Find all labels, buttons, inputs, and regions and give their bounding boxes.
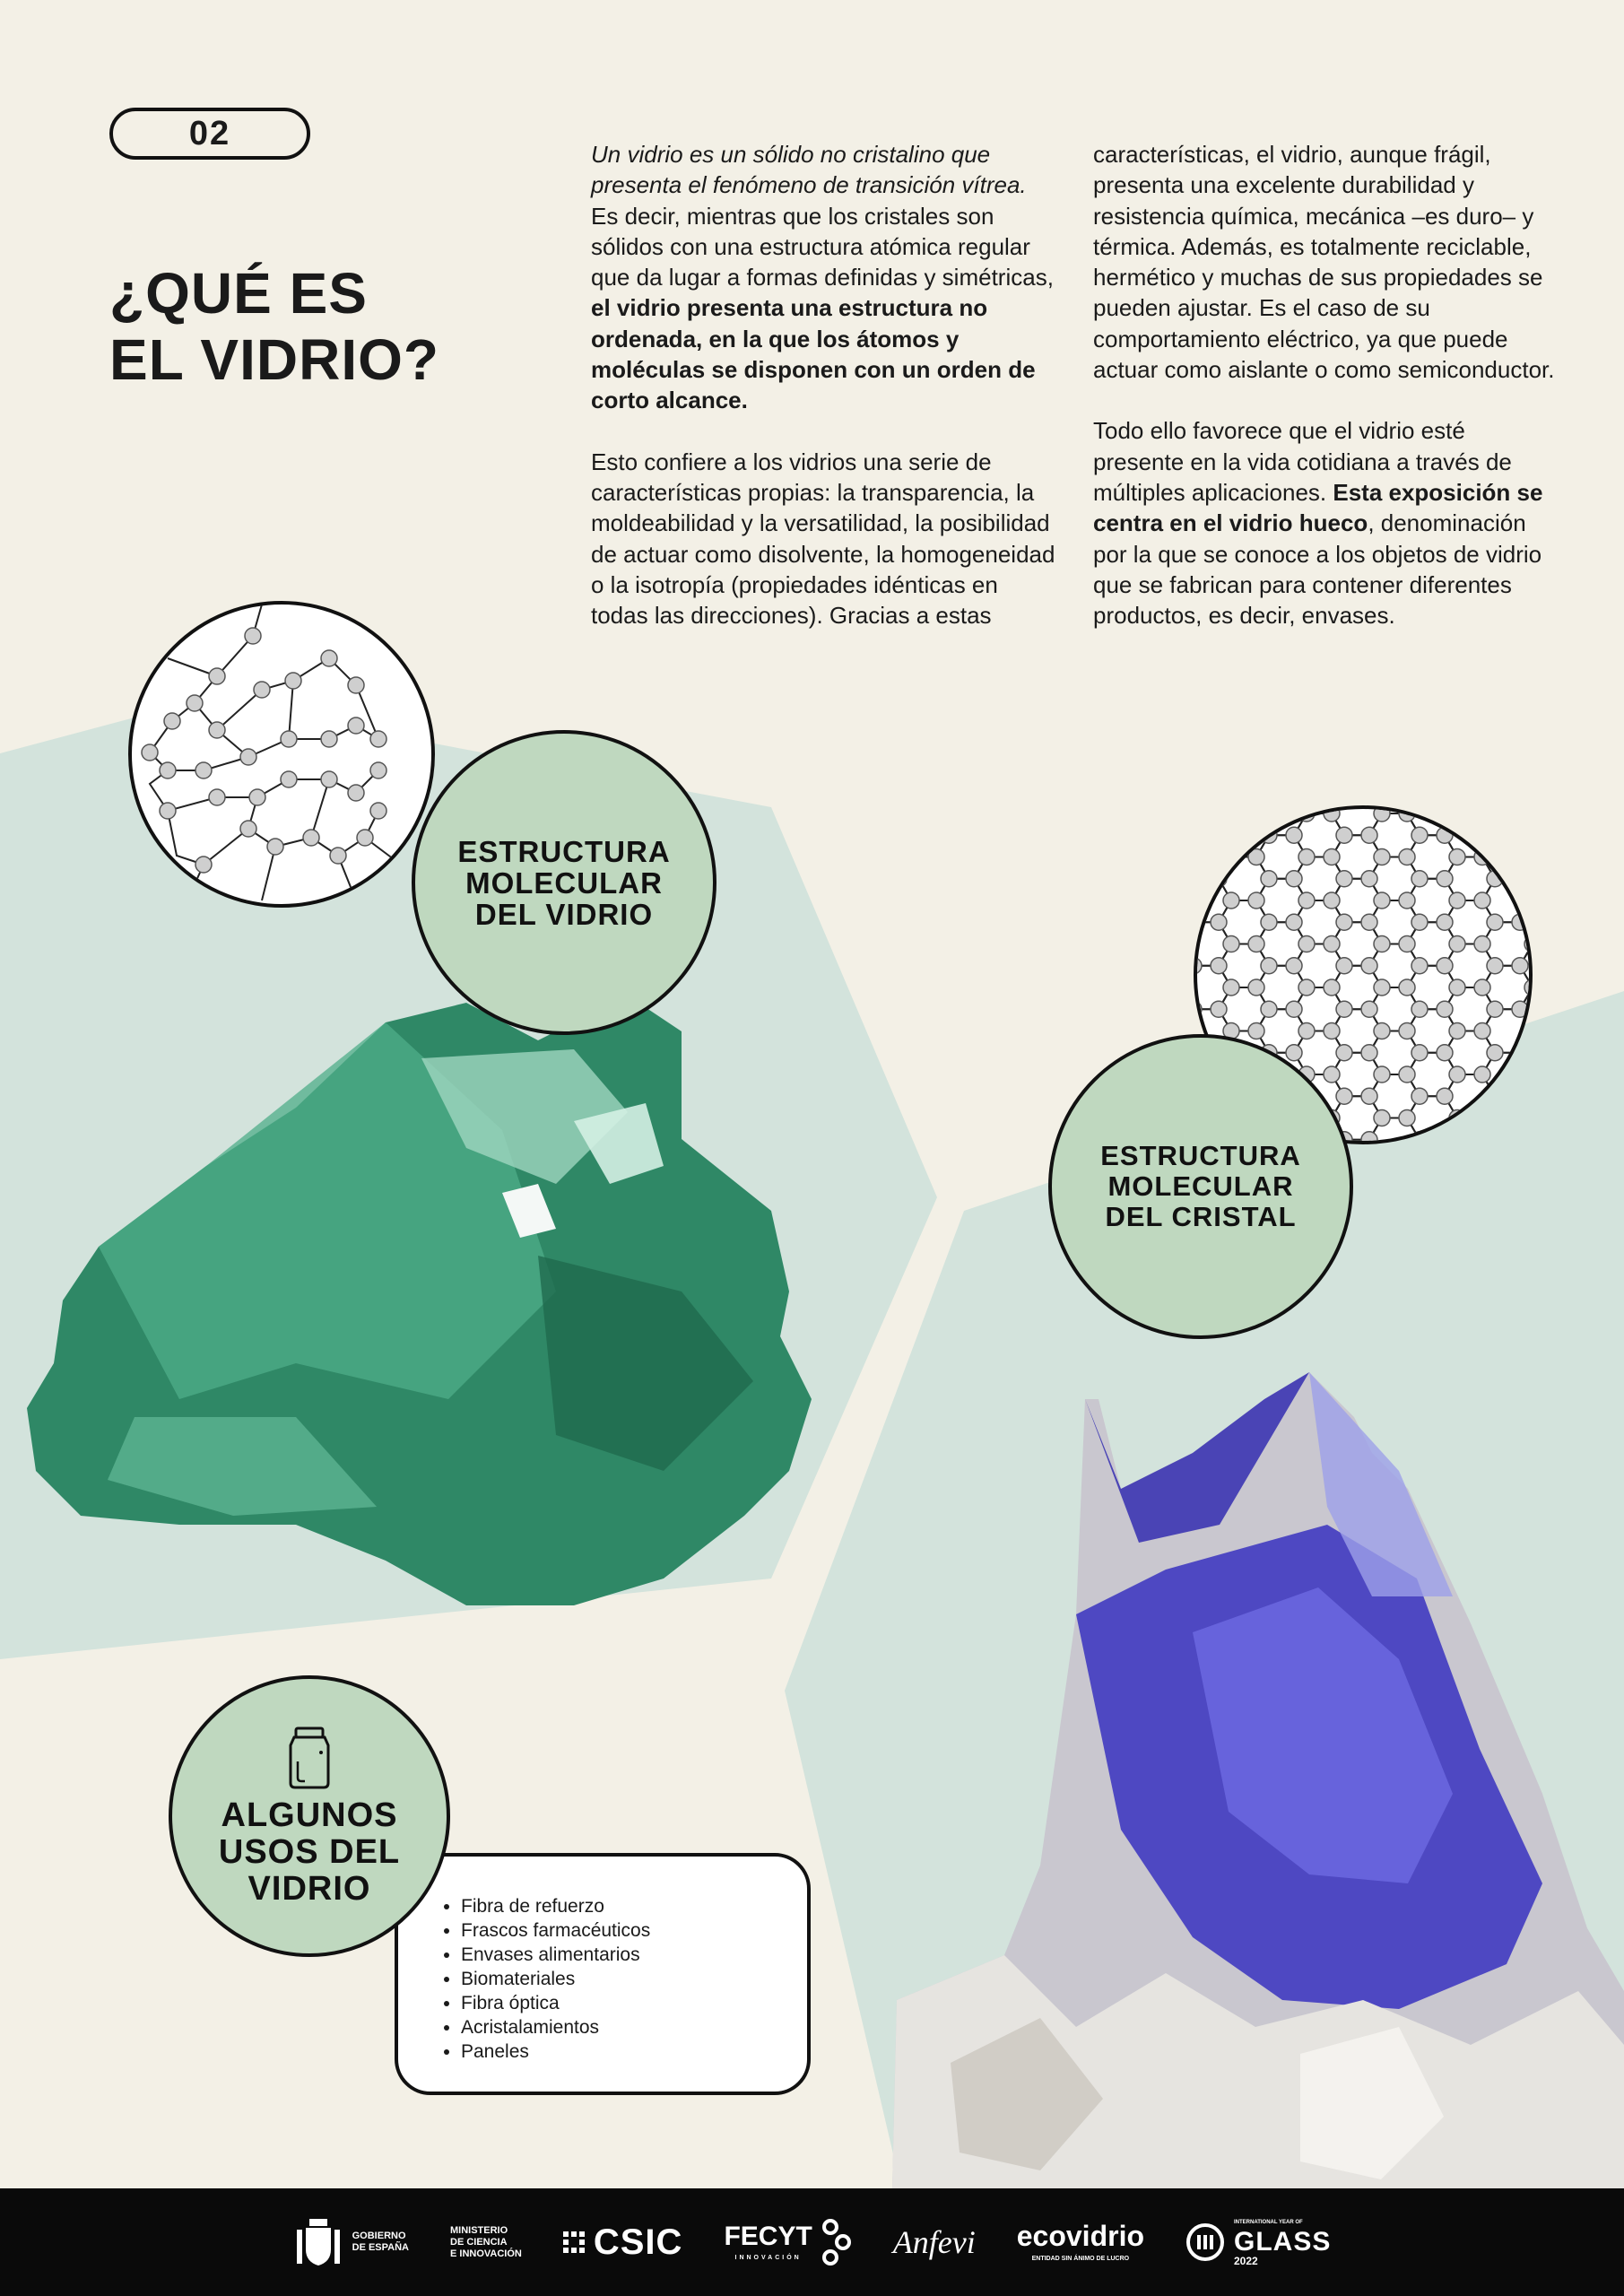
label-line: MOLECULAR bbox=[465, 865, 663, 900]
atom bbox=[1474, 979, 1490, 996]
atom bbox=[1298, 848, 1315, 865]
section-number-badge: 02 bbox=[109, 108, 310, 160]
atom bbox=[1324, 935, 1340, 952]
atom bbox=[1374, 1022, 1390, 1039]
atom bbox=[1336, 914, 1352, 930]
atom bbox=[1374, 979, 1390, 996]
label-line: DEL CRISTAL bbox=[1105, 1201, 1297, 1232]
atom bbox=[1261, 958, 1277, 974]
glass-structure-label bbox=[412, 730, 716, 1035]
atom bbox=[1336, 827, 1352, 843]
atom bbox=[1324, 979, 1340, 996]
anfevi-logo bbox=[893, 2223, 976, 2261]
atom bbox=[1361, 827, 1377, 843]
atom bbox=[1411, 958, 1428, 974]
atom bbox=[1437, 827, 1453, 843]
atom bbox=[1474, 935, 1490, 952]
gobierno-logo bbox=[293, 2213, 409, 2271]
ecovidrio-subtext: ENTIDAD SIN ÁNIMO DE LUCRO bbox=[1031, 2256, 1130, 2262]
gobierno-text-2: DE ESPAÑA bbox=[352, 2242, 409, 2253]
paragraph-4-bold: Esta exposición se centra en el vidrio hueco bbox=[1093, 478, 1543, 537]
label-line: ESTRUCTURA bbox=[1100, 1140, 1301, 1171]
page-title bbox=[109, 260, 439, 393]
crystal-structure-label bbox=[1048, 1034, 1353, 1339]
atom bbox=[1524, 979, 1529, 996]
atom bbox=[1336, 871, 1352, 887]
atom bbox=[1449, 1022, 1465, 1039]
csic-text: CSIC bbox=[593, 2222, 683, 2262]
atom bbox=[1399, 979, 1415, 996]
atom bbox=[1411, 871, 1428, 887]
fecyt-logo bbox=[724, 2218, 851, 2266]
fecyt-text: FECYT bbox=[724, 2221, 812, 2251]
ecovidrio-logo bbox=[1017, 2220, 1144, 2265]
atom bbox=[1286, 827, 1302, 843]
atom bbox=[1248, 1022, 1264, 1039]
atom bbox=[1261, 914, 1277, 930]
italic-definition: Un vidrio es un sólido no cristalino que presenta el fenómeno de transición vítrea. bbox=[591, 141, 1027, 199]
paragraph-1-bold: el vidrio presenta una estructura no ordenada, en la que los átomos y moléculas se disponen con un orden de corto alcance. bbox=[591, 294, 1036, 414]
atom bbox=[1399, 892, 1415, 909]
atom bbox=[1411, 1045, 1428, 1061]
label-line: USOS DEL bbox=[218, 1832, 401, 1871]
atom bbox=[1449, 848, 1465, 865]
atom bbox=[1487, 914, 1503, 930]
atom bbox=[1261, 871, 1277, 887]
atom bbox=[1286, 958, 1302, 974]
title-line-2: EL VIDRIO? bbox=[109, 327, 439, 392]
atom bbox=[1374, 892, 1390, 909]
label-line: ALGUNOS bbox=[221, 1796, 398, 1834]
atom bbox=[1374, 848, 1390, 865]
paragraph-1-text: Es decir, mientras que los cristales son sólidos con una estructura atómica regular que da lugar a formas definidas y simétricas, bbox=[591, 202, 1054, 291]
atom bbox=[1487, 1045, 1503, 1061]
atom bbox=[1474, 1022, 1490, 1039]
fecyt-mark-icon bbox=[821, 2218, 852, 2266]
glass-text: GLASS bbox=[1234, 2227, 1332, 2257]
atom bbox=[1361, 1001, 1377, 1017]
atom bbox=[1474, 892, 1490, 909]
atom bbox=[1411, 827, 1428, 843]
atom bbox=[1487, 1001, 1503, 1017]
jar-icon bbox=[283, 1726, 335, 1790]
label-line: ESTRUCTURA bbox=[457, 834, 671, 868]
atom bbox=[1524, 935, 1529, 952]
coat-of-arms-icon bbox=[293, 2213, 343, 2271]
atom bbox=[1298, 1022, 1315, 1039]
atom bbox=[1197, 1001, 1202, 1017]
ministerio-text-1: MINISTERIO bbox=[450, 2224, 508, 2236]
atom bbox=[1411, 914, 1428, 930]
atom bbox=[1324, 892, 1340, 909]
paragraph-4-text-b: , denominación por la que se conoce a los objetos de vidrio que se fabrican para contener diferentes productos, es decir, envases. bbox=[1093, 509, 1542, 630]
ministerio-text-2: DE CIENCIA bbox=[450, 2236, 508, 2248]
text-column-2 bbox=[1093, 139, 1559, 661]
atom bbox=[1197, 958, 1202, 974]
atom bbox=[1211, 914, 1227, 930]
atom bbox=[1399, 1109, 1415, 1126]
label-line: VIDRIO bbox=[248, 1869, 371, 1908]
atom bbox=[1211, 958, 1227, 974]
gobierno-text-1: GOBIERNO bbox=[352, 2231, 406, 2241]
atom bbox=[1437, 914, 1453, 930]
atom bbox=[1411, 1088, 1428, 1104]
ecovidrio-text: ecovidrio bbox=[1016, 2220, 1144, 2252]
atom bbox=[1449, 979, 1465, 996]
label-line: DEL VIDRIO bbox=[474, 897, 654, 931]
uses-title-circle bbox=[169, 1675, 450, 1957]
atom bbox=[1336, 1088, 1352, 1104]
ministerio-logo bbox=[450, 2225, 522, 2260]
atom bbox=[1449, 892, 1465, 909]
uses-list-box bbox=[395, 1853, 811, 2095]
csic-mark-icon bbox=[563, 2231, 585, 2253]
use-item: • Envases alimentarios bbox=[461, 1943, 807, 1967]
atom bbox=[1399, 1066, 1415, 1083]
atom bbox=[1487, 958, 1503, 974]
atom bbox=[1374, 809, 1390, 822]
atom bbox=[1261, 1001, 1277, 1017]
atom bbox=[1324, 1066, 1340, 1083]
paragraph-4-text-a: Todo ello favorece que el vidrio esté presente en la vida cotidiana a través de múltiples aplicaciones. bbox=[1093, 417, 1512, 506]
glass-subtext: INTERNATIONAL YEAR OF bbox=[1234, 2220, 1303, 2225]
atom bbox=[1512, 1001, 1528, 1017]
atom bbox=[1336, 1001, 1352, 1017]
atom bbox=[1286, 1001, 1302, 1017]
use-item: • Acristalamientos bbox=[461, 2015, 807, 2039]
use-item: • Frascos farmacéuticos bbox=[461, 1918, 807, 1943]
atom bbox=[1324, 848, 1340, 865]
atom bbox=[1411, 1001, 1428, 1017]
use-item: • Biomateriales bbox=[461, 1967, 807, 1991]
atom bbox=[1361, 871, 1377, 887]
atom bbox=[1324, 1022, 1340, 1039]
atom bbox=[1336, 958, 1352, 974]
atom bbox=[1324, 809, 1340, 822]
atom bbox=[1248, 979, 1264, 996]
atom bbox=[1298, 979, 1315, 996]
atom bbox=[1248, 935, 1264, 952]
atom bbox=[1223, 892, 1239, 909]
atom bbox=[1374, 1109, 1390, 1126]
glass-year-emblem-icon bbox=[1185, 2222, 1225, 2262]
atom bbox=[1449, 935, 1465, 952]
atom bbox=[1248, 848, 1264, 865]
csic-logo bbox=[563, 2222, 683, 2263]
atom bbox=[1374, 1066, 1390, 1083]
atom bbox=[1298, 892, 1315, 909]
use-item: • Fibra óptica bbox=[461, 1991, 807, 2015]
atom bbox=[1437, 958, 1453, 974]
atom bbox=[1437, 1088, 1453, 1104]
atom bbox=[1361, 914, 1377, 930]
paragraph-1 bbox=[591, 139, 1057, 416]
footer-logos bbox=[0, 2188, 1624, 2296]
atom bbox=[1361, 1088, 1377, 1104]
label-line: MOLECULAR bbox=[1107, 1170, 1294, 1202]
atom bbox=[1374, 935, 1390, 952]
atom bbox=[1474, 1066, 1490, 1083]
glass-molecular-diagram bbox=[128, 601, 435, 908]
text-column-1 bbox=[591, 139, 1057, 661]
anfevi-text: Anfevi bbox=[892, 2224, 976, 2260]
atom bbox=[1399, 1022, 1415, 1039]
title-line-1: ¿QUÉ ES bbox=[109, 261, 368, 326]
glass-year-text: 2022 bbox=[1234, 2255, 1258, 2267]
atom bbox=[1449, 1066, 1465, 1083]
atom bbox=[1361, 1045, 1377, 1061]
uses-list bbox=[441, 1894, 807, 2064]
atom bbox=[1361, 958, 1377, 974]
atom bbox=[1437, 871, 1453, 887]
atom bbox=[1298, 935, 1315, 952]
atom bbox=[1399, 935, 1415, 952]
atom bbox=[1512, 958, 1528, 974]
ministerio-text-3: E INNOVACIÓN bbox=[450, 2248, 522, 2259]
atom bbox=[1336, 1045, 1352, 1061]
paragraph-4 bbox=[1093, 415, 1559, 631]
atom bbox=[1248, 892, 1264, 909]
atom bbox=[1223, 935, 1239, 952]
atom bbox=[1437, 1045, 1453, 1061]
paragraph-2: Esto confiere a los vidrios una serie de características propias: la transparencia, la moldeabilidad y la versatilidad, la posibilidad de actuar como disolvente, la homogeneidad o la isotropía (propiedades idénticas en todas las direcciones). Gracias a estas bbox=[591, 448, 1055, 630]
atom bbox=[1437, 1001, 1453, 1017]
use-item: • Fibra de refuerzo bbox=[461, 1894, 807, 1918]
atom bbox=[1286, 1045, 1302, 1061]
atom bbox=[1223, 979, 1239, 996]
use-item: • Paneles bbox=[461, 2039, 807, 2064]
paragraph-3: características, el vidrio, aunque frágil, presenta una excelente durabilidad y resistencia química, mecánica –es duro– y térmica. Además, es totalmente reciclable, hermético y muchas de sus propiedades se pueden ajustar. Es el caso de su comportamiento eléctrico, ya que puede actuar como aislante o como semiconductor. bbox=[1093, 141, 1555, 384]
fecyt-subtext: INNOVACIÓN bbox=[734, 2254, 802, 2261]
glass-2022-logo bbox=[1185, 2217, 1331, 2267]
atom bbox=[1211, 1001, 1227, 1017]
atom bbox=[1399, 848, 1415, 865]
atom bbox=[1286, 871, 1302, 887]
atom bbox=[1361, 1132, 1377, 1141]
atom bbox=[1286, 914, 1302, 930]
